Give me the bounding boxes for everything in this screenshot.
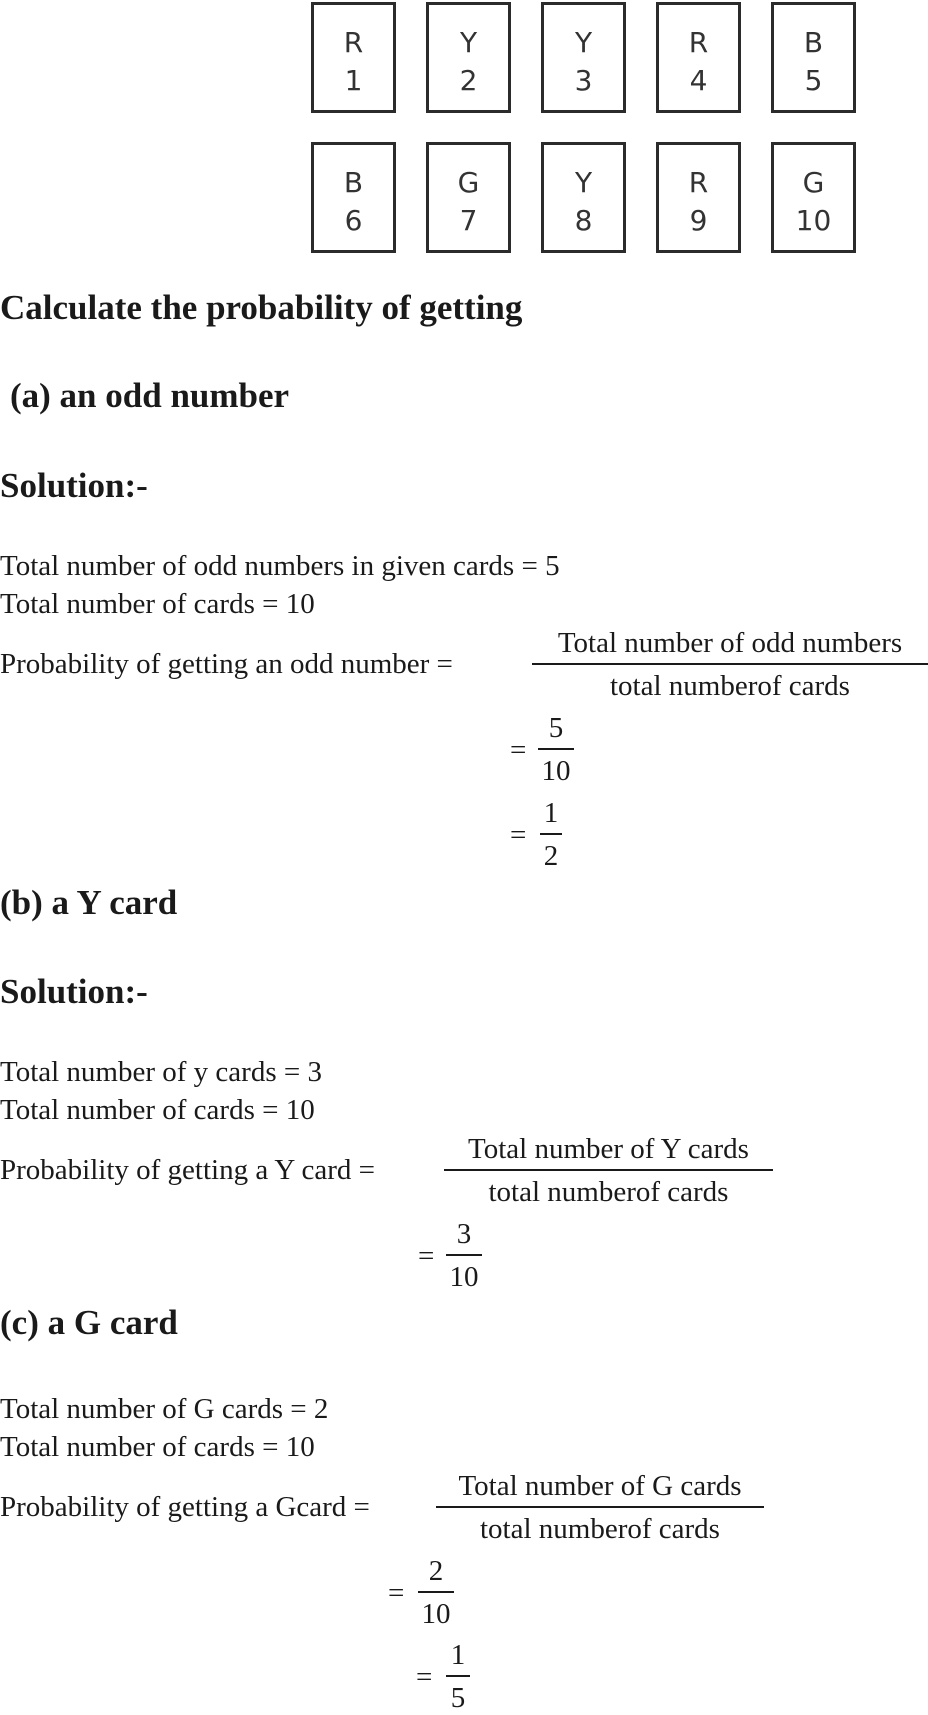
fraction-numerator: Total number of odd numbers	[557, 627, 903, 659]
part-a-step1-fraction	[538, 711, 574, 788]
fraction-denominator: total numberof cards	[480, 1513, 720, 1545]
fraction-numerator: 5	[548, 712, 564, 744]
part-b-solution-label: Solution:-	[0, 972, 148, 1011]
fraction-numerator: 3	[456, 1218, 472, 1250]
card-letter: B	[803, 26, 824, 59]
card-letter: Y	[574, 166, 593, 199]
part-a-equals-2: =	[510, 819, 527, 851]
fraction-denominator: 10	[541, 755, 571, 787]
part-c-equals-1: =	[388, 1577, 405, 1609]
card	[426, 2, 511, 113]
card	[311, 142, 396, 253]
fraction-numerator: 2	[428, 1555, 444, 1587]
fraction-bar	[540, 833, 562, 835]
part-c-equals-2: =	[416, 1661, 433, 1693]
part-c-main-fraction	[436, 1469, 764, 1546]
fraction-denominator: 10	[421, 1598, 451, 1630]
fraction-numerator: Total number of Y cards	[468, 1133, 749, 1165]
part-b-step1-fraction	[446, 1217, 482, 1294]
part-a-equals-1: =	[510, 734, 527, 766]
part-b-main-fraction	[444, 1132, 773, 1209]
part-b-line2: Total number of cards = 10	[0, 1094, 315, 1126]
card-letter: R	[343, 26, 364, 59]
card-number: 5	[804, 64, 823, 97]
fraction-denominator: total numberof cards	[610, 670, 850, 702]
fraction-numerator: Total number of G cards	[458, 1470, 742, 1502]
card	[541, 142, 626, 253]
card-letter: R	[688, 26, 709, 59]
fraction-numerator: 1	[450, 1639, 466, 1671]
card-letter: G	[457, 166, 480, 199]
card-number: 7	[459, 204, 478, 237]
part-a-heading: (a) an odd number	[10, 376, 290, 415]
fraction-denominator: 2	[543, 840, 559, 872]
fraction-denominator: 10	[449, 1261, 479, 1293]
part-a-prob-label: Probability of getting an odd number =	[0, 648, 453, 680]
question-heading: Calculate the probability of getting	[0, 288, 523, 327]
fraction-bar	[446, 1675, 470, 1677]
card-number: 4	[689, 64, 708, 97]
card-letter: B	[343, 166, 364, 199]
card	[656, 2, 741, 113]
card-number: 8	[574, 204, 593, 237]
part-b-heading: (b) a Y card	[0, 883, 178, 922]
fraction-bar	[446, 1254, 482, 1256]
card-number: 6	[344, 204, 363, 237]
part-c-step1-fraction	[418, 1554, 454, 1631]
part-c-line2: Total number of cards = 10	[0, 1431, 315, 1463]
part-a-main-fraction	[532, 626, 928, 703]
part-a-line1: Total number of odd numbers in given cards = 5	[0, 550, 560, 582]
card-number: 1	[344, 64, 363, 97]
card	[426, 142, 511, 253]
card	[311, 2, 396, 113]
part-a-line2: Total number of cards = 10	[0, 588, 315, 620]
card	[541, 2, 626, 113]
fraction-bar	[436, 1506, 764, 1508]
fraction-bar	[444, 1169, 773, 1171]
fraction-numerator: 1	[543, 797, 559, 829]
part-c-line1: Total number of G cards = 2	[0, 1393, 329, 1425]
part-c-heading: (c) a G card	[0, 1303, 178, 1342]
fraction-denominator: total numberof cards	[488, 1176, 729, 1208]
card-number: 9	[689, 204, 708, 237]
fraction-denominator: 5	[450, 1682, 466, 1714]
card	[656, 142, 741, 253]
part-c-step2-fraction	[446, 1638, 470, 1715]
card	[771, 142, 856, 253]
part-b-equals-1: =	[418, 1240, 435, 1272]
part-b-prob-label: Probability of getting a Y card =	[0, 1154, 376, 1186]
fraction-bar	[418, 1591, 454, 1593]
card	[771, 2, 856, 113]
card-number: 3	[574, 64, 593, 97]
card-letter: Y	[574, 26, 593, 59]
part-c-prob-label: Probability of getting a Gcard =	[0, 1491, 370, 1523]
card-letter: G	[802, 166, 825, 199]
part-b-line1: Total number of y cards = 3	[0, 1056, 322, 1088]
fraction-bar	[532, 663, 928, 665]
card-number: 10	[795, 204, 832, 237]
fraction-bar	[538, 748, 574, 750]
card-letter: R	[688, 166, 709, 199]
card-number: 2	[459, 64, 478, 97]
card-letter: Y	[459, 26, 478, 59]
part-a-step2-fraction	[540, 796, 562, 873]
part-a-solution-label: Solution:-	[0, 466, 148, 505]
